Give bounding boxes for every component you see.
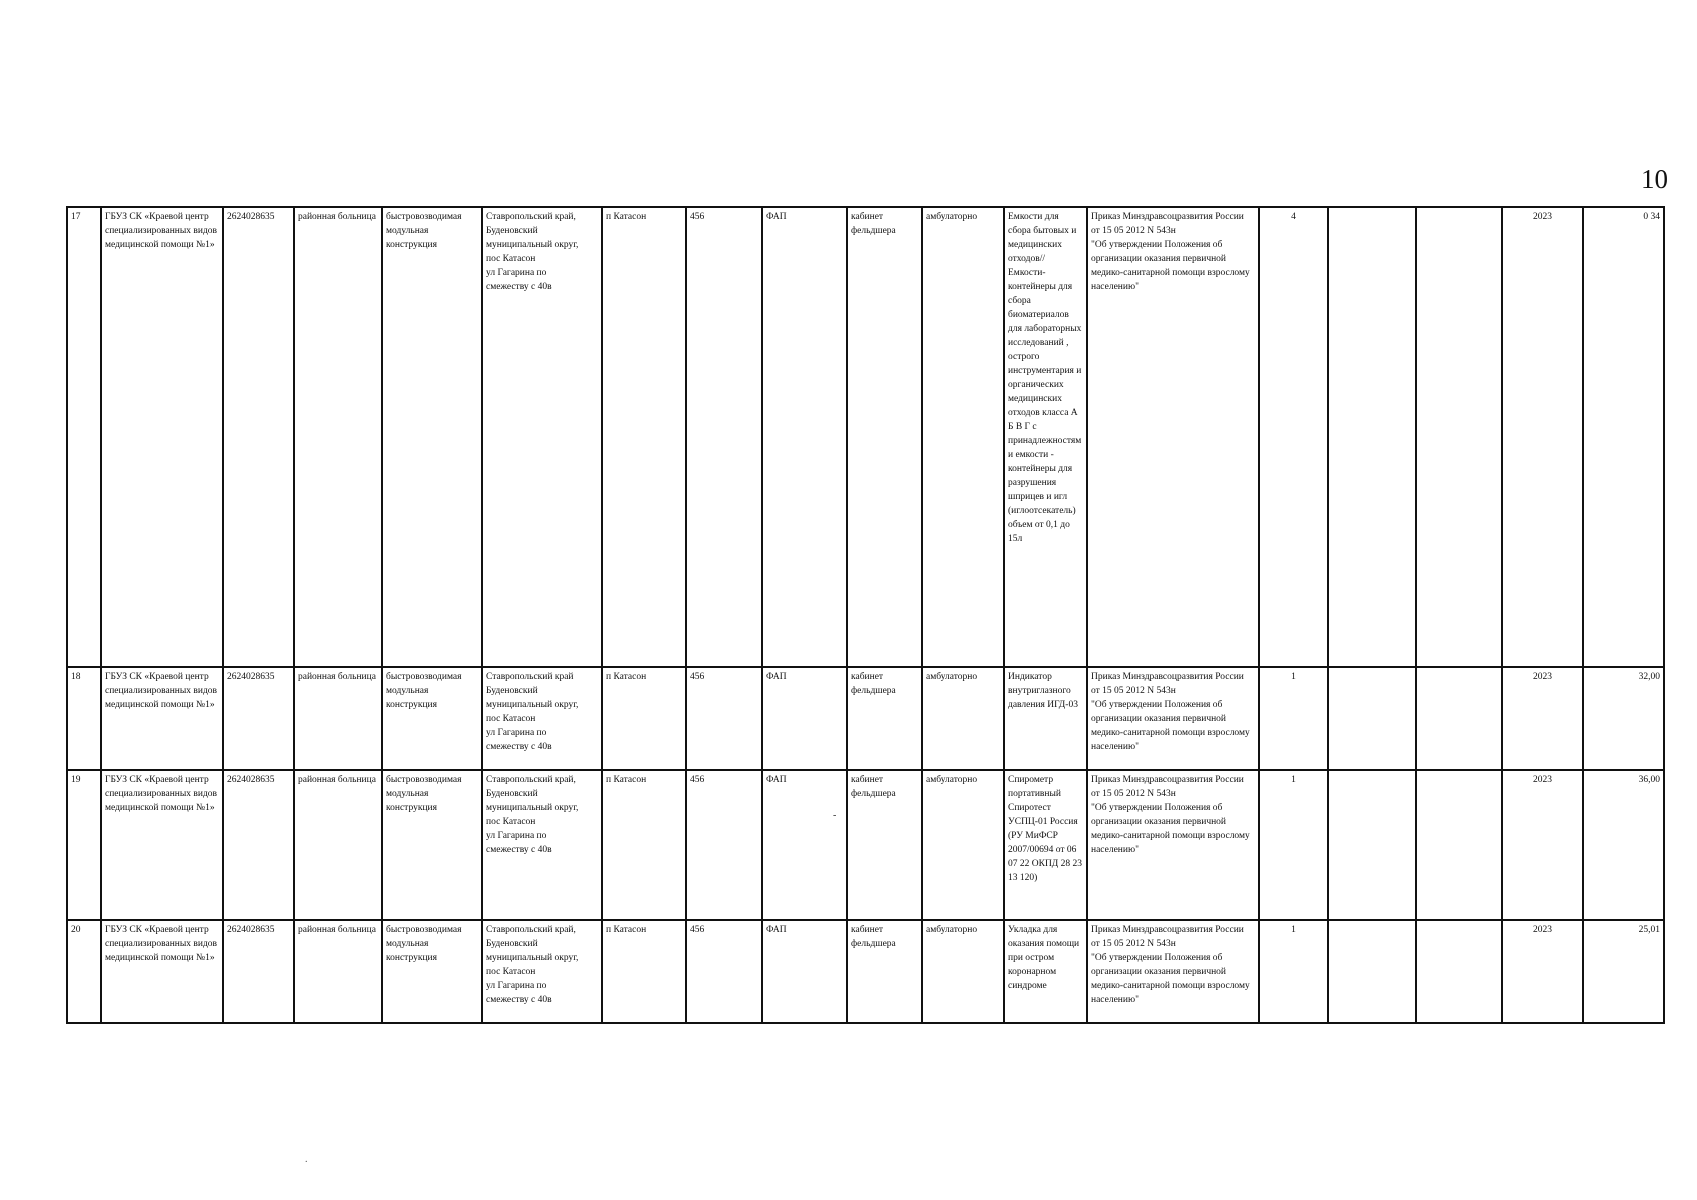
unit-type-cell-text: ФАП (766, 212, 787, 222)
address-cell-text: Ставропольский край Буденовский муниципальный округ, пос Катасон ул Гагарина по смежеству с 40в (486, 672, 579, 752)
price-cell (1583, 770, 1664, 920)
settlement-cell (602, 667, 686, 770)
unit-type-cell (762, 770, 847, 920)
quantity-cell (1259, 207, 1328, 667)
price-cell (1583, 207, 1664, 667)
organization-cell (101, 770, 223, 920)
unit-type-cell-text: ФАП (766, 775, 787, 785)
empty-cell (1328, 770, 1416, 920)
building-type-cell (382, 920, 482, 1023)
year-cell-text: 2023 (1533, 672, 1552, 682)
inn-cell (223, 667, 294, 770)
settlement-cell (602, 770, 686, 920)
price-cell (1583, 667, 1664, 770)
facility-type-cell-text: районная больница (298, 212, 376, 222)
equipment-cell (1004, 770, 1087, 920)
population-cell (686, 920, 762, 1023)
regulation-cell (1087, 770, 1259, 920)
facility-type-cell-text: районная больница (298, 672, 376, 682)
inn-cell (223, 770, 294, 920)
regulation-cell-text: Приказ Минздравсоцразвития России от 15 05 2012 N 543н "Об утверждении Положения об организации оказания первичной медико-санитарной помощи взрослому населению" (1091, 925, 1250, 1005)
facility-type-cell-text: районная больница (298, 775, 376, 785)
care-mode-cell (922, 667, 1004, 770)
inn-cell (223, 207, 294, 667)
footer-mark: . (305, 1154, 308, 1165)
inn-cell (223, 920, 294, 1023)
care-mode-cell (922, 920, 1004, 1023)
facility-type-cell-text: районная больница (298, 925, 376, 935)
unit-type-cell-text: ФАП (766, 672, 787, 682)
organization-cell-text: ГБУЗ СК «Краевой центр специализированных видов медицинской помощи №1» (105, 925, 218, 963)
settlement-cell (602, 920, 686, 1023)
equipment-cell-text: Индикатор внутриглазного давления ИГД-03 (1008, 672, 1078, 710)
population-cell-text: 456 (690, 212, 705, 222)
room-cell-text: кабинет фельдшера (851, 672, 896, 696)
equipment-cell-text: Укладка для оказания помощи при остром коронарном синдроме (1008, 925, 1080, 991)
address-cell (482, 667, 602, 770)
care-mode-cell-text: амбулаторно (926, 775, 978, 785)
table-row (67, 667, 1664, 770)
care-mode-cell-text: амбулаторно (926, 925, 978, 935)
unit-type-cell (762, 207, 847, 667)
building-type-cell-text: быстровозводимая модульная конструкция (386, 672, 462, 710)
facility-type-cell (294, 667, 382, 770)
row-number-cell-text: 18 (71, 672, 81, 682)
population-cell (686, 770, 762, 920)
care-mode-cell-text: амбулаторно (926, 212, 978, 222)
organization-cell-text: ГБУЗ СК «Краевой центр специализированных видов медицинской помощи №1» (105, 672, 218, 710)
page-number: 10 (1641, 164, 1668, 194)
address-cell-text: Ставропольский край, Буденовский муниципальный округ, пос Катасон ул Гагарина по смежеству с 40в (486, 775, 579, 855)
year-cell-text: 2023 (1533, 925, 1552, 935)
year-cell (1502, 207, 1583, 667)
organization-cell (101, 207, 223, 667)
settlement-cell-text: п Катасон (606, 672, 647, 682)
regulation-cell (1087, 920, 1259, 1023)
price-cell-text: 32,00 (1638, 672, 1660, 682)
equipment-cell (1004, 667, 1087, 770)
equipment-cell-text: Спирометр портативный Спиротест УСПЦ-01 Россия (РУ МиФСР 2007/00694 от 06 07 22 ОКПД 28 23 13 120) (1008, 775, 1083, 883)
facility-type-cell (294, 207, 382, 667)
quantity-cell (1259, 920, 1328, 1023)
year-cell (1502, 667, 1583, 770)
room-cell-text: кабинет фельдшера (851, 775, 896, 799)
empty-cell (1416, 207, 1502, 667)
room-cell (847, 920, 922, 1023)
empty-cell (1416, 667, 1502, 770)
empty-cell (1416, 920, 1502, 1023)
building-type-cell (382, 207, 482, 667)
building-type-cell-text: быстровозводимая модульная конструкция (386, 925, 462, 963)
inn-cell-text: 2624028635 (227, 925, 275, 935)
quantity-cell-text: 1 (1291, 775, 1296, 785)
care-mode-cell (922, 207, 1004, 667)
price-cell-text: 25,01 (1638, 925, 1660, 935)
row-number-cell-text: 20 (71, 925, 81, 935)
inn-cell-text: 2624028635 (227, 672, 275, 682)
year-cell-text: 2023 (1533, 212, 1552, 222)
table-row (67, 770, 1664, 920)
table-row (67, 920, 1664, 1023)
price-cell-text: 36,00 (1638, 775, 1660, 785)
organization-cell (101, 920, 223, 1023)
unit-type-cell (762, 667, 847, 770)
building-type-cell-text: быстровозводимая модульная конструкция (386, 212, 462, 250)
room-cell (847, 667, 922, 770)
row-number-cell (67, 920, 101, 1023)
equipment-cell (1004, 920, 1087, 1023)
address-cell (482, 207, 602, 667)
price-cell (1583, 920, 1664, 1023)
row-number-cell-text: 17 (71, 212, 81, 222)
regulation-cell (1087, 667, 1259, 770)
price-cell-text: 0 34 (1643, 212, 1660, 222)
table-row (67, 207, 1664, 667)
regulation-cell-text: Приказ Минздравсоцразвития России от 15 05 2012 N 543н "Об утверждении Положения об организации оказания первичной медико-санитарной помощи взрослому населению" (1091, 672, 1250, 752)
empty-cell (1328, 667, 1416, 770)
population-cell (686, 667, 762, 770)
population-cell-text: 456 (690, 775, 705, 785)
care-mode-cell (922, 770, 1004, 920)
population-cell-text: 456 (690, 925, 705, 935)
empty-cell (1416, 770, 1502, 920)
row-number-cell-text: 19 (71, 775, 81, 785)
settlement-cell-text: п Катасон (606, 212, 647, 222)
quantity-cell (1259, 667, 1328, 770)
settlement-cell (602, 207, 686, 667)
organization-cell-text: ГБУЗ СК «Краевой центр специализированных видов медицинской помощи №1» (105, 212, 218, 250)
address-cell-text: Ставропольский край, Буденовский муниципальный округ, пос Катасон ул Гагарина по смежеству с 40в (486, 212, 579, 292)
settlement-cell-text: п Катасон (606, 925, 647, 935)
inn-cell-text: 2624028635 (227, 212, 275, 222)
year-cell (1502, 920, 1583, 1023)
year-cell (1502, 770, 1583, 920)
regulation-cell-text: Приказ Минздравсоцразвития России от 15 05 2012 N 543н "Об утверждении Положения об организации оказания первичной медико-санитарной помощи взрослому населению" (1091, 212, 1250, 292)
row-number-cell (67, 207, 101, 667)
quantity-cell-text: 1 (1291, 672, 1296, 682)
regulation-cell-text: Приказ Минздравсоцразвития России от 15 05 2012 N 543н "Об утверждении Положения об организации оказания первичной медико-санитарной помощи взрослому населению" (1091, 775, 1250, 855)
equipment-table (66, 206, 1665, 1024)
room-cell-text: кабинет фельдшера (851, 925, 896, 949)
room-cell-text: кабинет фельдшера (851, 212, 896, 236)
building-type-cell (382, 667, 482, 770)
population-cell-text: 456 (690, 672, 705, 682)
facility-type-cell (294, 770, 382, 920)
facility-type-cell (294, 920, 382, 1023)
empty-cell (1328, 920, 1416, 1023)
organization-cell-text: ГБУЗ СК «Краевой центр специализированных видов медицинской помощи №1» (105, 775, 218, 813)
equipment-cell (1004, 207, 1087, 667)
population-cell (686, 207, 762, 667)
quantity-cell (1259, 770, 1328, 920)
unit-type-cell-text: ФАП (766, 925, 787, 935)
quantity-cell-text: 1 (1291, 925, 1296, 935)
address-cell (482, 920, 602, 1023)
stray-mark: - (833, 810, 837, 821)
inn-cell-text: 2624028635 (227, 775, 275, 785)
address-cell-text: Ставропольский край, Буденовский муниципальный округ, пос Катасон ул Гагарина по смежеству с 40в (486, 925, 579, 1005)
address-cell (482, 770, 602, 920)
equipment-cell-text: Емкости для сбора бытовых и медицинских отходов// Емкости-контейнеры для сбора биоматериалов для лабораторных исследований , острого инструментария и органических медицинских отходов класса А Б В Г с принадлежностями емкости - контейнеры для разрушения шприцев и игл (иглоотсекатель) объем от 0,1 до 15л (1008, 212, 1082, 544)
settlement-cell-text: п Катасон (606, 775, 647, 785)
empty-cell (1328, 207, 1416, 667)
building-type-cell (382, 770, 482, 920)
regulation-cell (1087, 207, 1259, 667)
quantity-cell-text: 4 (1291, 212, 1296, 222)
care-mode-cell-text: амбулаторно (926, 672, 978, 682)
row-number-cell (67, 667, 101, 770)
room-cell (847, 207, 922, 667)
year-cell-text: 2023 (1533, 775, 1552, 785)
organization-cell (101, 667, 223, 770)
room-cell (847, 770, 922, 920)
row-number-cell (67, 770, 101, 920)
building-type-cell-text: быстровозводимая модульная конструкция (386, 775, 462, 813)
unit-type-cell (762, 920, 847, 1023)
